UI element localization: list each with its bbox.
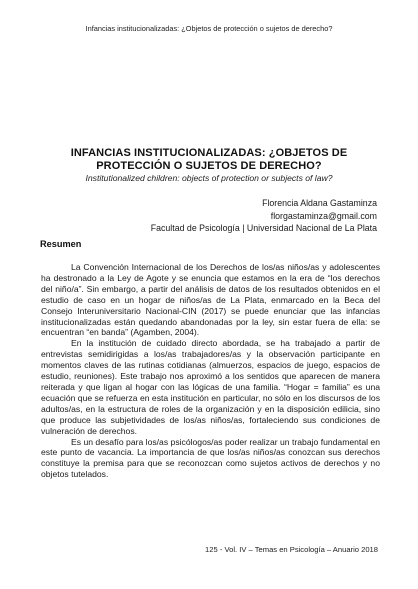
page-footer-folio: 125 - Vol. IV – Temas en Psicología – Anuario 2018: [205, 545, 378, 554]
title-block: [48, 147, 370, 184]
author-affiliation: Facultad de Psicología | Universidad Nacional de La Plata: [150, 223, 377, 233]
author-block: [151, 197, 377, 235]
article-title-line-1: INFANCIAS INSTITUCIONALIZADAS: ¿OBJETOS DE: [70, 147, 348, 159]
section-heading-resumen: Resumen: [40, 239, 82, 249]
abstract-paragraph-3: Es un desafío para los/as psicólogos/as poder realizar un trabajo fundamental en este punto de vacancia. La importancia de que los/as niños/as conozcan sus derechos constituye la premisa para que se reconozcan como sujetos activos de derechos y no objetos tutelados.: [41, 436, 380, 480]
abstract-body: [41, 262, 380, 480]
article-subtitle: Institutionalized children: objects of protection or subjects of law?: [85, 173, 333, 183]
running-head: Infancias institucionalizadas: ¿Objetos de protección o sujetos de derecho?: [85, 24, 333, 33]
abstract-paragraph-2: En la institución de cuidado directo abordada, se ha trabajado a partir de entrevistas semidirigidas a los/as trabajadores/as y la observación participante en momentos claves de las rutinas cotidianas (almuerzos, espacios de juego, espacios de estudio, reuniones). Este trabajo nos aproximó a los sentidos que aparecen de manera reiterada y que ligan al hogar con las lógicas de una familia. “Hogar = familia” es una ecuación que se refuerza en esta institución en particular, no sólo en los discursos de los adultos/as, en la estructura de roles de la organización y en la disposición edilicia, sino que produce las subjetividades de los/as niños/as, fortaleciendo sus condiciones de vulneración de derechos.: [41, 338, 380, 436]
article-title-line-2: PROTECCIÓN O SUJETOS DE DERECHO?: [96, 159, 322, 172]
abstract-paragraph-1: La Convención Internacional de los Derechos de los/as niños/as y adolescentes ha destronado a la Ley de Agote y se enuncia que estamos en la era de “los derechos del niño/a”. Sin embargo, a partir del análisis de datos de los resultados obtenidos en el estudio de caso en un hogar de niños/as de La Plata, enmarcado en la Beca del Consejo Interuniversitario Nacional-CIN (2017) se puede enunciar que las infancias institucionalizadas están quedando abandonadas por la ley, sin estar fuera de ella: se encuentran “en banda” (Agamben, 2004).: [41, 262, 380, 338]
author-name: Florencia Aldana Gastaminza: [262, 198, 377, 208]
author-email: florgastaminza@gmail.com: [270, 210, 377, 221]
article-title: [48, 147, 370, 172]
